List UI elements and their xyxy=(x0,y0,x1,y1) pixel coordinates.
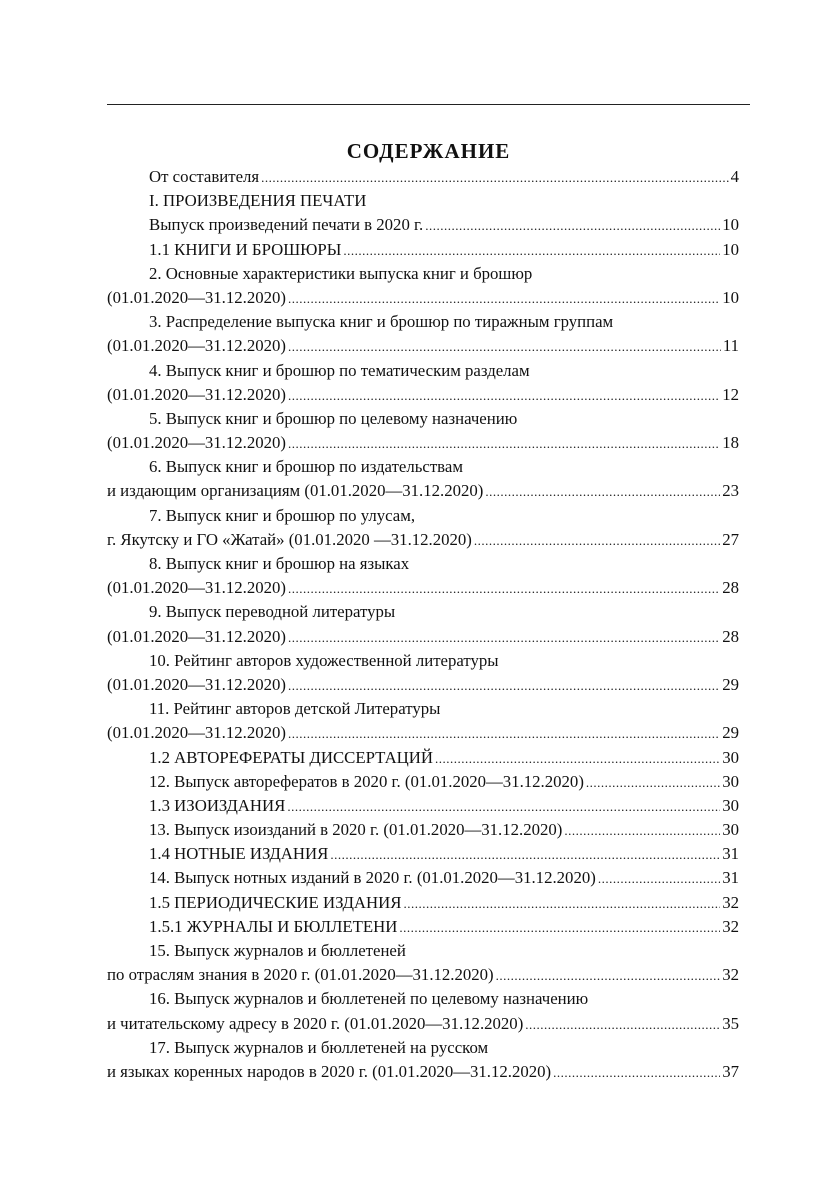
toc-entry-text: 1.3 ИЗОИЗДАНИЯ xyxy=(149,795,286,815)
toc-page-number: 10 xyxy=(722,215,739,235)
toc-entry xyxy=(107,407,739,431)
dot-leader xyxy=(586,771,720,795)
dot-leader xyxy=(399,916,720,940)
toc-entry-text: и языках коренных народов в 2020 г. (01.01.2020—31.12.2020) xyxy=(107,1061,552,1081)
toc-page-number: 30 xyxy=(722,771,739,791)
toc-entry xyxy=(107,673,739,697)
toc-entry xyxy=(107,866,739,890)
toc-page-number: 11 xyxy=(722,336,739,356)
toc-entry xyxy=(107,1060,739,1084)
toc-entry-text: 13. Выпуск изоизданий в 2020 г. (01.01.2020—31.12.2020) xyxy=(149,820,563,840)
dot-leader xyxy=(287,795,720,819)
toc-entry-text: и издающим организациям (01.01.2020—31.12.2020) xyxy=(107,481,484,501)
toc-entry-text: 15. Выпуск журналов и бюллетеней xyxy=(149,941,406,960)
toc-page-number: 23 xyxy=(722,481,739,501)
toc-entry-text: (01.01.2020—31.12.2020) xyxy=(107,674,286,694)
toc-entry-text: 1.4 НОТНЫЕ ИЗДАНИЯ xyxy=(149,844,329,864)
toc-entry-text: 12. Выпуск авторефератов в 2020 г. (01.01.2020—31.12.2020) xyxy=(149,771,584,791)
toc-entry-text: (01.01.2020—31.12.2020) xyxy=(107,336,286,356)
dot-leader xyxy=(261,166,728,190)
toc-entry-text: I. ПРОИЗВЕДЕНИЯ ПЕЧАТИ xyxy=(149,191,367,211)
dot-leader xyxy=(288,335,721,359)
toc-entry-text: (01.01.2020—31.12.2020) xyxy=(107,287,286,307)
toc-entry-text: (01.01.2020—31.12.2020) xyxy=(107,433,286,453)
toc-entry-text: (01.01.2020—31.12.2020) xyxy=(107,578,286,598)
toc-entry-text: 9. Выпуск переводной литературы xyxy=(149,602,396,622)
toc-page-number: 32 xyxy=(722,916,739,936)
toc-entry xyxy=(107,891,739,915)
dot-leader xyxy=(288,626,720,650)
toc-entry xyxy=(107,721,739,745)
dot-leader xyxy=(485,480,720,504)
dot-leader xyxy=(343,239,720,263)
toc-entry xyxy=(107,600,739,624)
dot-leader xyxy=(288,384,720,408)
toc-entry xyxy=(107,431,739,455)
toc-entry-text: 5. Выпуск книг и брошюр по целевому назначению xyxy=(149,408,518,428)
toc-entry xyxy=(107,794,739,818)
toc-page-number: 10 xyxy=(722,287,739,307)
toc-entry xyxy=(107,455,739,479)
dot-leader xyxy=(496,964,721,988)
toc-entry xyxy=(107,987,739,1011)
toc-entry-text: и читательскому адресу в 2020 г. (01.01.2020—31.12.2020) xyxy=(107,1013,524,1033)
toc-entry xyxy=(107,334,739,358)
toc-entry-text: 2. Основные характеристики выпуска книг и брошюр xyxy=(149,263,533,283)
toc-entry xyxy=(107,818,739,842)
toc-entry xyxy=(107,1012,739,1036)
toc-entry xyxy=(107,213,739,237)
toc-entry xyxy=(107,238,739,262)
toc-page-number: 32 xyxy=(722,965,739,985)
toc-entry xyxy=(107,310,739,334)
dot-leader xyxy=(474,529,720,553)
toc-entry xyxy=(107,697,739,721)
toc-page-number: 30 xyxy=(722,747,739,767)
toc-entry-text: 4. Выпуск книг и брошюр по тематическим разделам xyxy=(149,360,530,380)
toc-entry-text: 10. Рейтинг авторов художественной литературы xyxy=(149,650,499,670)
toc-page-number: 4 xyxy=(730,167,739,186)
toc-entry xyxy=(107,359,739,383)
toc-page-number: 28 xyxy=(722,578,739,598)
toc-page-number: 30 xyxy=(722,820,739,840)
dot-leader xyxy=(553,1061,720,1085)
toc-entry xyxy=(107,842,739,866)
toc-entry xyxy=(107,165,739,189)
dot-leader xyxy=(288,287,720,311)
toc-page-number: 10 xyxy=(722,239,739,259)
toc-page-number: 29 xyxy=(722,723,739,743)
dot-leader xyxy=(288,722,720,746)
toc-entry xyxy=(107,915,739,939)
toc-entry xyxy=(107,625,739,649)
toc-entry-text: 7. Выпуск книг и брошюр по улусам, xyxy=(149,505,416,525)
toc-entry xyxy=(107,649,739,673)
dot-leader xyxy=(288,674,720,698)
toc-entry-text: по отраслям знания в 2020 г. (01.01.2020—31.12.2020) xyxy=(107,965,494,985)
dot-leader xyxy=(525,1013,720,1037)
dot-leader xyxy=(288,432,720,456)
toc-page-number: 29 xyxy=(722,674,739,694)
dot-leader xyxy=(330,843,720,867)
toc-entry-text: Выпуск произведений печати в 2020 г. xyxy=(149,215,424,235)
toc-entry xyxy=(107,528,739,552)
toc-page-number: 35 xyxy=(722,1013,739,1033)
page-title: СОДЕРЖАНИЕ xyxy=(346,139,511,163)
toc-entry xyxy=(107,746,739,770)
toc-entry xyxy=(107,552,739,576)
toc-page-number: 37 xyxy=(722,1061,739,1081)
toc-entry-text: 1.1 КНИГИ И БРОШЮРЫ xyxy=(149,239,342,259)
header-rule xyxy=(107,104,750,105)
toc-entry xyxy=(107,286,739,310)
toc-entry-text: 14. Выпуск нотных изданий в 2020 г. (01.01.2020—31.12.2020) xyxy=(149,868,596,888)
toc-entry-text: 1.5.1 ЖУРНАЛЫ И БЮЛЛЕТЕНИ xyxy=(149,916,398,936)
toc-page-number: 31 xyxy=(722,868,739,888)
toc-entry xyxy=(107,939,739,963)
toc-entry-text: От составителя xyxy=(149,167,260,186)
dot-leader xyxy=(435,747,720,771)
toc-entry xyxy=(107,576,739,600)
toc-page-number: 18 xyxy=(722,433,739,453)
toc-entry xyxy=(107,963,739,987)
toc-entry xyxy=(107,383,739,407)
toc-entry-text: 1.2 АВТОРЕФЕРАТЫ ДИССЕРТАЦИЙ xyxy=(149,747,434,767)
toc-entry xyxy=(107,262,739,286)
toc-page-number: 27 xyxy=(722,529,739,549)
toc-entry-text: (01.01.2020—31.12.2020) xyxy=(107,626,286,646)
toc-entry xyxy=(107,479,739,503)
toc-page-number: 12 xyxy=(722,384,739,404)
dot-leader xyxy=(288,577,720,601)
toc-entry-text: 1.5 ПЕРИОДИЧЕСКИЕ ИЗДАНИЯ xyxy=(149,892,402,912)
dot-leader xyxy=(425,214,720,238)
toc-entry-text: 16. Выпуск журналов и бюллетеней по целевому назначению xyxy=(149,989,589,1009)
dot-leader xyxy=(598,867,720,891)
toc-entry xyxy=(107,770,739,794)
toc-entry xyxy=(107,189,739,213)
toc-entry-text: 6. Выпуск книг и брошюр по издательствам xyxy=(149,457,463,477)
toc-page-number: 32 xyxy=(722,892,739,912)
table-of-contents xyxy=(107,165,739,1084)
toc-entry-text: (01.01.2020—31.12.2020) xyxy=(107,384,286,404)
toc-entry-text: 11. Рейтинг авторов детской Литературы xyxy=(149,699,441,719)
toc-page-number: 28 xyxy=(722,626,739,646)
toc-page-number: 30 xyxy=(722,795,739,815)
dot-leader xyxy=(403,892,720,916)
toc-entry xyxy=(107,504,739,528)
toc-entry xyxy=(107,1036,739,1060)
toc-entry-text: 17. Выпуск журналов и бюллетеней на русском xyxy=(149,1037,489,1057)
toc-entry-text: 8. Выпуск книг и брошюр на языках xyxy=(149,554,410,573)
toc-entry-text: (01.01.2020—31.12.2020) xyxy=(107,723,286,743)
dot-leader xyxy=(564,819,720,843)
toc-entry-text: г. Якутску и ГО «Жатай» (01.01.2020 —31.12.2020) xyxy=(107,529,472,549)
toc-page-number: 31 xyxy=(722,844,739,864)
toc-entry-text: 3. Распределение выпуска книг и брошюр по тиражным группам xyxy=(149,312,614,332)
